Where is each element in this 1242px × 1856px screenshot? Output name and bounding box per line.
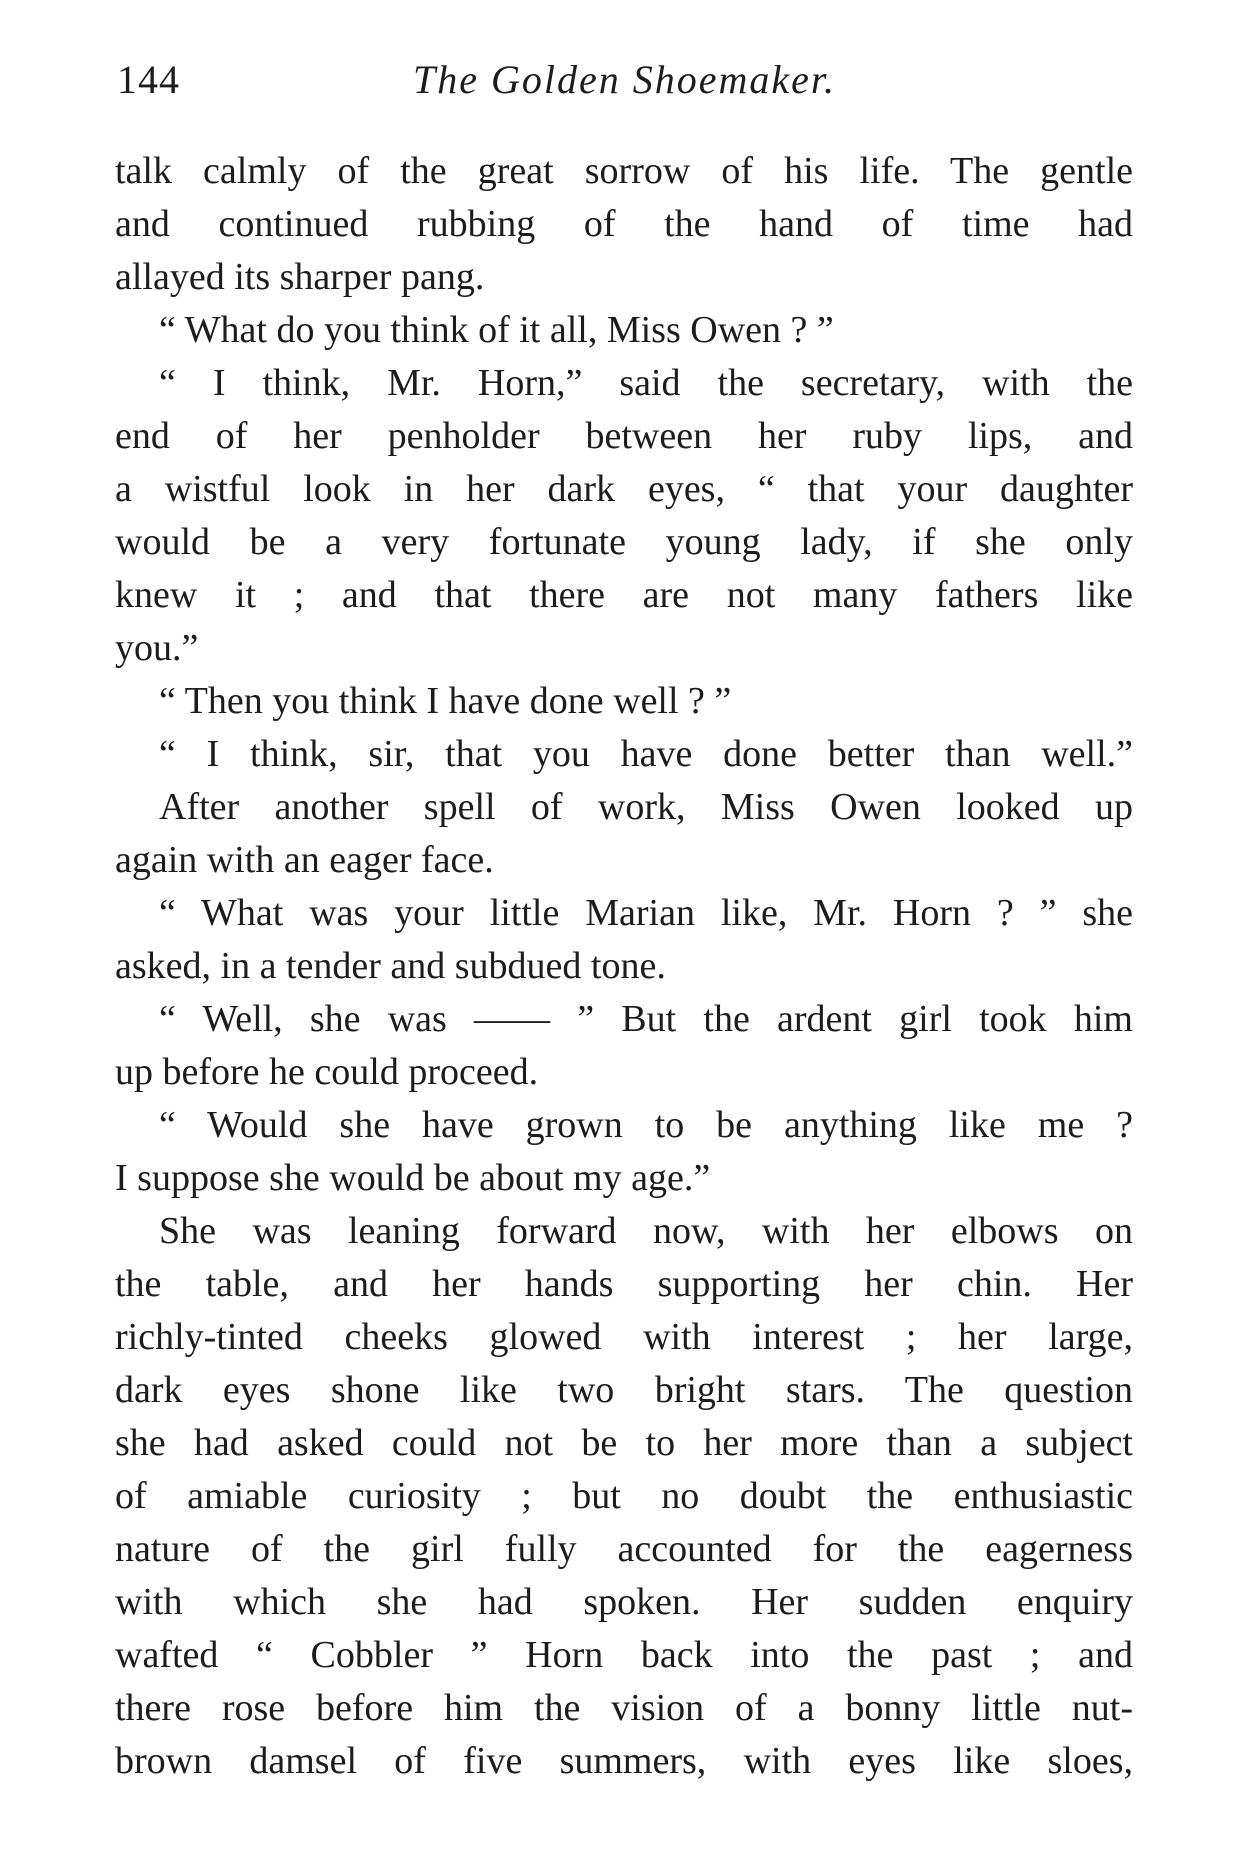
text-line: wafted “ Cobbler ” Horn back into the past ; and xyxy=(115,1634,1133,1676)
text-line: “ I think, Mr. Horn,” said the secretary, with the xyxy=(159,362,1133,404)
body-text xyxy=(115,145,1133,1788)
text-line: “ I think, sir, that you have done better than well.” xyxy=(159,733,1133,775)
text-line: talk calmly of the great sorrow of his life. The gentle xyxy=(115,150,1133,192)
text-line: I suppose she would be about my age.” xyxy=(115,1157,711,1199)
running-title: The Golden Shoemaker. xyxy=(412,57,837,102)
text-line: and continued rubbing of the hand of time had xyxy=(115,203,1133,245)
text-line: “ What was your little Marian like, Mr. Horn ? ” she xyxy=(159,892,1133,934)
text-line: dark eyes shone like two bright stars. The question xyxy=(115,1369,1133,1411)
text-line: you.” xyxy=(115,627,199,669)
page-number: 144 xyxy=(117,57,180,102)
text-line: end of her penholder between her ruby lips, and xyxy=(115,415,1133,457)
text-line: of amiable curiosity ; but no doubt the enthusiastic xyxy=(115,1475,1133,1517)
text-line: After another spell of work, Miss Owen looked up xyxy=(159,786,1133,828)
text-line: there rose before him the vision of a bonny little nut- xyxy=(115,1687,1133,1729)
text-line: the table, and her hands supporting her chin. Her xyxy=(115,1263,1133,1305)
text-line: knew it ; and that there are not many fathers like xyxy=(115,574,1133,616)
text-line: “ Then you think I have done well ? ” xyxy=(159,680,732,722)
text-line: she had asked could not be to her more than a subject xyxy=(115,1422,1133,1464)
text-line: brown damsel of five summers, with eyes like sloes, xyxy=(115,1740,1133,1782)
text-line: again with an eager face. xyxy=(115,839,494,881)
text-line: She was leaning forward now, with her elbows on xyxy=(159,1210,1133,1252)
text-line: up before he could proceed. xyxy=(115,1051,539,1093)
text-line: asked, in a tender and subdued tone. xyxy=(115,945,666,987)
running-head xyxy=(117,50,1132,110)
text-line: allayed its sharper pang. xyxy=(115,256,485,298)
text-line: richly-tinted cheeks glowed with interest ; her large, xyxy=(115,1316,1133,1358)
text-line: “ Would she have grown to be anything like me ? xyxy=(159,1104,1133,1146)
text-line: a wistful look in her dark eyes, “ that your daughter xyxy=(115,468,1133,510)
text-line: “ What do you think of it all, Miss Owen ? ” xyxy=(159,309,834,351)
text-line: nature of the girl fully accounted for the eagerness xyxy=(115,1528,1133,1570)
text-line: would be a very fortunate young lady, if she only xyxy=(115,521,1133,563)
text-line: with which she had spoken. Her sudden enquiry xyxy=(115,1581,1133,1623)
text-line: “ Well, she was —— ” But the ardent girl took him xyxy=(159,998,1133,1040)
